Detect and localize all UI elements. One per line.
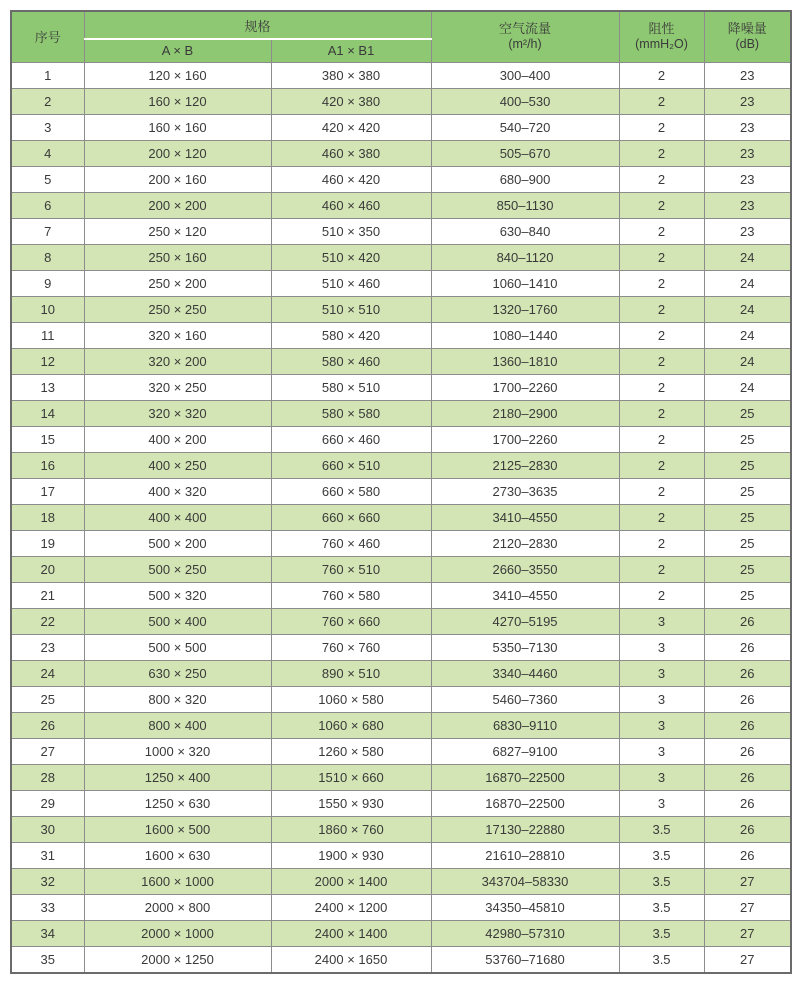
cell-axb: 400 × 250 — [84, 452, 271, 478]
cell-a1xb1: 760 × 460 — [271, 530, 431, 556]
table-row — [11, 816, 791, 842]
cell-axb: 320 × 320 — [84, 400, 271, 426]
cell-noise: 24 — [704, 296, 791, 322]
cell-noise: 23 — [704, 114, 791, 140]
cell-resistance: 3 — [619, 764, 704, 790]
cell-axb: 1600 × 500 — [84, 816, 271, 842]
cell-airflow: 5460–7360 — [431, 686, 619, 712]
table-header — [11, 11, 791, 62]
cell-axb: 1000 × 320 — [84, 738, 271, 764]
cell-axb: 500 × 250 — [84, 556, 271, 582]
cell-resistance: 3.5 — [619, 816, 704, 842]
cell-axb: 160 × 160 — [84, 114, 271, 140]
cell-resistance: 3 — [619, 790, 704, 816]
cell-airflow: 2660–3550 — [431, 556, 619, 582]
cell-serial: 17 — [11, 478, 84, 504]
cell-serial: 1 — [11, 62, 84, 88]
cell-a1xb1: 1900 × 930 — [271, 842, 431, 868]
cell-noise: 24 — [704, 374, 791, 400]
cell-resistance: 3 — [619, 608, 704, 634]
cell-a1xb1: 890 × 510 — [271, 660, 431, 686]
table-row — [11, 660, 791, 686]
cell-noise: 25 — [704, 582, 791, 608]
cell-noise: 25 — [704, 556, 791, 582]
cell-axb: 320 × 250 — [84, 374, 271, 400]
cell-serial: 23 — [11, 634, 84, 660]
table-row — [11, 452, 791, 478]
cell-noise: 26 — [704, 764, 791, 790]
header-axb: A × B — [84, 39, 271, 62]
cell-resistance: 2 — [619, 88, 704, 114]
cell-a1xb1: 1550 × 930 — [271, 790, 431, 816]
cell-axb: 1250 × 400 — [84, 764, 271, 790]
table-row — [11, 946, 791, 973]
cell-airflow: 1700–2260 — [431, 374, 619, 400]
cell-resistance: 2 — [619, 504, 704, 530]
cell-airflow: 1360–1810 — [431, 348, 619, 374]
cell-airflow: 6827–9100 — [431, 738, 619, 764]
cell-a1xb1: 1060 × 580 — [271, 686, 431, 712]
table-row — [11, 218, 791, 244]
table-row — [11, 114, 791, 140]
table-row — [11, 764, 791, 790]
cell-serial: 24 — [11, 660, 84, 686]
table-row — [11, 348, 791, 374]
cell-airflow: 5350–7130 — [431, 634, 619, 660]
cell-a1xb1: 510 × 420 — [271, 244, 431, 270]
cell-noise: 23 — [704, 166, 791, 192]
cell-a1xb1: 580 × 580 — [271, 400, 431, 426]
cell-serial: 4 — [11, 140, 84, 166]
cell-a1xb1: 760 × 580 — [271, 582, 431, 608]
cell-a1xb1: 660 × 580 — [271, 478, 431, 504]
cell-airflow: 1700–2260 — [431, 426, 619, 452]
cell-resistance: 2 — [619, 322, 704, 348]
cell-serial: 7 — [11, 218, 84, 244]
cell-serial: 16 — [11, 452, 84, 478]
cell-serial: 19 — [11, 530, 84, 556]
cell-noise: 23 — [704, 140, 791, 166]
cell-axb: 2000 × 1250 — [84, 946, 271, 973]
cell-resistance: 3.5 — [619, 920, 704, 946]
cell-noise: 23 — [704, 192, 791, 218]
cell-axb: 2000 × 1000 — [84, 920, 271, 946]
header-resistance — [619, 11, 704, 62]
table-row — [11, 738, 791, 764]
cell-a1xb1: 510 × 460 — [271, 270, 431, 296]
cell-resistance: 2 — [619, 400, 704, 426]
cell-noise: 26 — [704, 712, 791, 738]
table-row — [11, 530, 791, 556]
cell-a1xb1: 460 × 380 — [271, 140, 431, 166]
cell-airflow: 34350–45810 — [431, 894, 619, 920]
cell-axb: 400 × 320 — [84, 478, 271, 504]
cell-serial: 12 — [11, 348, 84, 374]
table-row — [11, 712, 791, 738]
cell-axb: 1250 × 630 — [84, 790, 271, 816]
cell-noise: 26 — [704, 738, 791, 764]
header-spec — [84, 11, 431, 39]
table-row — [11, 426, 791, 452]
table-row — [11, 868, 791, 894]
cell-resistance: 2 — [619, 530, 704, 556]
cell-resistance: 2 — [619, 296, 704, 322]
cell-airflow: 3340–4460 — [431, 660, 619, 686]
cell-a1xb1: 380 × 380 — [271, 62, 431, 88]
cell-axb: 320 × 200 — [84, 348, 271, 374]
cell-resistance: 2 — [619, 218, 704, 244]
cell-axb: 400 × 200 — [84, 426, 271, 452]
table-row — [11, 634, 791, 660]
cell-axb: 320 × 160 — [84, 322, 271, 348]
cell-noise: 27 — [704, 894, 791, 920]
cell-airflow: 343704–58330 — [431, 868, 619, 894]
cell-noise: 25 — [704, 426, 791, 452]
cell-resistance: 2 — [619, 374, 704, 400]
cell-airflow: 680–900 — [431, 166, 619, 192]
header-serial — [11, 11, 84, 62]
cell-airflow: 6830–9110 — [431, 712, 619, 738]
cell-serial: 30 — [11, 816, 84, 842]
cell-axb: 200 × 120 — [84, 140, 271, 166]
table-row — [11, 322, 791, 348]
cell-resistance: 2 — [619, 166, 704, 192]
header-resistance-title: 阻性 — [648, 20, 675, 36]
cell-airflow: 2180–2900 — [431, 400, 619, 426]
cell-a1xb1: 660 × 460 — [271, 426, 431, 452]
cell-a1xb1: 510 × 510 — [271, 296, 431, 322]
cell-noise: 26 — [704, 842, 791, 868]
cell-resistance: 2 — [619, 426, 704, 452]
header-serial-label: 序号 — [34, 30, 61, 46]
cell-airflow: 1320–1760 — [431, 296, 619, 322]
cell-a1xb1: 760 × 510 — [271, 556, 431, 582]
cell-airflow: 540–720 — [431, 114, 619, 140]
header-spec-label: 规格 — [244, 18, 271, 34]
cell-resistance: 2 — [619, 582, 704, 608]
cell-axb: 2000 × 800 — [84, 894, 271, 920]
cell-resistance: 2 — [619, 140, 704, 166]
cell-a1xb1: 660 × 510 — [271, 452, 431, 478]
cell-noise: 24 — [704, 270, 791, 296]
cell-airflow: 42980–57310 — [431, 920, 619, 946]
cell-resistance: 3 — [619, 634, 704, 660]
table-row — [11, 920, 791, 946]
table-row — [11, 270, 791, 296]
cell-resistance: 3 — [619, 712, 704, 738]
cell-resistance: 3.5 — [619, 868, 704, 894]
cell-axb: 500 × 320 — [84, 582, 271, 608]
cell-serial: 14 — [11, 400, 84, 426]
cell-serial: 13 — [11, 374, 84, 400]
cell-a1xb1: 420 × 420 — [271, 114, 431, 140]
cell-noise: 26 — [704, 608, 791, 634]
header-noise — [704, 11, 791, 62]
cell-axb: 250 × 120 — [84, 218, 271, 244]
cell-serial: 22 — [11, 608, 84, 634]
cell-airflow: 300–400 — [431, 62, 619, 88]
cell-noise: 26 — [704, 686, 791, 712]
table-row — [11, 608, 791, 634]
cell-serial: 8 — [11, 244, 84, 270]
cell-resistance: 2 — [619, 62, 704, 88]
cell-airflow: 2730–3635 — [431, 478, 619, 504]
cell-axb: 800 × 320 — [84, 686, 271, 712]
cell-serial: 33 — [11, 894, 84, 920]
cell-noise: 24 — [704, 348, 791, 374]
cell-resistance: 2 — [619, 478, 704, 504]
cell-noise: 26 — [704, 790, 791, 816]
cell-axb: 200 × 200 — [84, 192, 271, 218]
cell-resistance: 3.5 — [619, 894, 704, 920]
table-row — [11, 478, 791, 504]
cell-noise: 24 — [704, 244, 791, 270]
cell-a1xb1: 1060 × 680 — [271, 712, 431, 738]
cell-noise: 25 — [704, 478, 791, 504]
cell-noise: 23 — [704, 88, 791, 114]
silencer-spec-table — [10, 10, 792, 974]
cell-airflow: 630–840 — [431, 218, 619, 244]
cell-serial: 26 — [11, 712, 84, 738]
header-a1xb1: A1 × B1 — [271, 39, 431, 62]
cell-axb: 1600 × 1000 — [84, 868, 271, 894]
cell-axb: 120 × 160 — [84, 62, 271, 88]
cell-resistance: 2 — [619, 192, 704, 218]
cell-a1xb1: 660 × 660 — [271, 504, 431, 530]
cell-serial: 29 — [11, 790, 84, 816]
cell-serial: 34 — [11, 920, 84, 946]
table-row — [11, 504, 791, 530]
cell-resistance: 3 — [619, 738, 704, 764]
cell-airflow: 21610–28810 — [431, 842, 619, 868]
table-row — [11, 296, 791, 322]
table-row — [11, 582, 791, 608]
cell-serial: 11 — [11, 322, 84, 348]
cell-airflow: 3410–4550 — [431, 504, 619, 530]
cell-axb: 160 × 120 — [84, 88, 271, 114]
cell-serial: 28 — [11, 764, 84, 790]
cell-serial: 18 — [11, 504, 84, 530]
header-noise-unit: (dB) — [735, 37, 760, 52]
cell-a1xb1: 760 × 760 — [271, 634, 431, 660]
cell-axb: 250 × 200 — [84, 270, 271, 296]
cell-serial: 9 — [11, 270, 84, 296]
cell-resistance: 2 — [619, 270, 704, 296]
cell-noise: 25 — [704, 452, 791, 478]
cell-airflow: 16870–22500 — [431, 790, 619, 816]
header-resistance-unit: (mmH₂O) — [635, 37, 688, 52]
cell-a1xb1: 580 × 460 — [271, 348, 431, 374]
table-row — [11, 686, 791, 712]
cell-serial: 2 — [11, 88, 84, 114]
cell-serial: 32 — [11, 868, 84, 894]
cell-airflow: 53760–71680 — [431, 946, 619, 973]
cell-axb: 500 × 200 — [84, 530, 271, 556]
cell-axb: 250 × 160 — [84, 244, 271, 270]
cell-resistance: 2 — [619, 348, 704, 374]
cell-a1xb1: 2400 × 1650 — [271, 946, 431, 973]
cell-noise: 27 — [704, 868, 791, 894]
cell-serial: 31 — [11, 842, 84, 868]
cell-a1xb1: 420 × 380 — [271, 88, 431, 114]
cell-noise: 25 — [704, 400, 791, 426]
cell-resistance: 2 — [619, 114, 704, 140]
table-row — [11, 400, 791, 426]
cell-axb: 500 × 400 — [84, 608, 271, 634]
cell-serial: 15 — [11, 426, 84, 452]
cell-resistance: 3 — [619, 686, 704, 712]
cell-resistance: 2 — [619, 244, 704, 270]
table-body — [11, 62, 791, 973]
cell-axb: 500 × 500 — [84, 634, 271, 660]
cell-noise: 27 — [704, 920, 791, 946]
cell-airflow: 850–1130 — [431, 192, 619, 218]
cell-serial: 6 — [11, 192, 84, 218]
table-row — [11, 166, 791, 192]
cell-noise: 23 — [704, 218, 791, 244]
cell-serial: 21 — [11, 582, 84, 608]
table-row — [11, 556, 791, 582]
table-row — [11, 374, 791, 400]
cell-serial: 25 — [11, 686, 84, 712]
header-airflow-unit: (m²/h) — [508, 37, 542, 52]
table-row — [11, 894, 791, 920]
table-row — [11, 790, 791, 816]
header-airflow — [431, 11, 619, 62]
cell-serial: 10 — [11, 296, 84, 322]
cell-airflow: 840–1120 — [431, 244, 619, 270]
cell-airflow: 400–530 — [431, 88, 619, 114]
cell-resistance: 2 — [619, 452, 704, 478]
cell-a1xb1: 1860 × 760 — [271, 816, 431, 842]
cell-axb: 400 × 400 — [84, 504, 271, 530]
header-noise-title: 降噪量 — [727, 20, 767, 36]
header-airflow-title: 空气流量 — [499, 20, 552, 36]
cell-noise: 26 — [704, 816, 791, 842]
cell-resistance: 3.5 — [619, 946, 704, 973]
cell-noise: 26 — [704, 634, 791, 660]
cell-axb: 800 × 400 — [84, 712, 271, 738]
cell-noise: 25 — [704, 530, 791, 556]
cell-a1xb1: 460 × 420 — [271, 166, 431, 192]
cell-airflow: 4270–5195 — [431, 608, 619, 634]
cell-a1xb1: 1260 × 580 — [271, 738, 431, 764]
cell-airflow: 2120–2830 — [431, 530, 619, 556]
cell-noise: 26 — [704, 660, 791, 686]
cell-a1xb1: 2400 × 1200 — [271, 894, 431, 920]
cell-airflow: 1060–1410 — [431, 270, 619, 296]
cell-airflow: 1080–1440 — [431, 322, 619, 348]
cell-a1xb1: 580 × 510 — [271, 374, 431, 400]
cell-airflow: 505–670 — [431, 140, 619, 166]
table-row — [11, 192, 791, 218]
cell-a1xb1: 580 × 420 — [271, 322, 431, 348]
cell-resistance: 2 — [619, 556, 704, 582]
cell-airflow: 3410–4550 — [431, 582, 619, 608]
cell-airflow: 17130–22880 — [431, 816, 619, 842]
cell-a1xb1: 510 × 350 — [271, 218, 431, 244]
cell-serial: 20 — [11, 556, 84, 582]
cell-noise: 27 — [704, 946, 791, 973]
cell-noise: 24 — [704, 322, 791, 348]
cell-serial: 5 — [11, 166, 84, 192]
cell-axb: 630 × 250 — [84, 660, 271, 686]
cell-airflow: 2125–2830 — [431, 452, 619, 478]
table-row — [11, 140, 791, 166]
cell-axb: 250 × 250 — [84, 296, 271, 322]
cell-serial: 27 — [11, 738, 84, 764]
cell-resistance: 3 — [619, 660, 704, 686]
cell-airflow: 16870–22500 — [431, 764, 619, 790]
cell-serial: 35 — [11, 946, 84, 973]
cell-noise: 25 — [704, 504, 791, 530]
table-row — [11, 62, 791, 88]
cell-resistance: 3.5 — [619, 842, 704, 868]
table-row — [11, 842, 791, 868]
table-row — [11, 244, 791, 270]
cell-a1xb1: 460 × 460 — [271, 192, 431, 218]
cell-axb: 1600 × 630 — [84, 842, 271, 868]
cell-a1xb1: 2000 × 1400 — [271, 868, 431, 894]
cell-axb: 200 × 160 — [84, 166, 271, 192]
cell-a1xb1: 1510 × 660 — [271, 764, 431, 790]
cell-serial: 3 — [11, 114, 84, 140]
cell-a1xb1: 760 × 660 — [271, 608, 431, 634]
cell-noise: 23 — [704, 62, 791, 88]
table-row — [11, 88, 791, 114]
cell-a1xb1: 2400 × 1400 — [271, 920, 431, 946]
